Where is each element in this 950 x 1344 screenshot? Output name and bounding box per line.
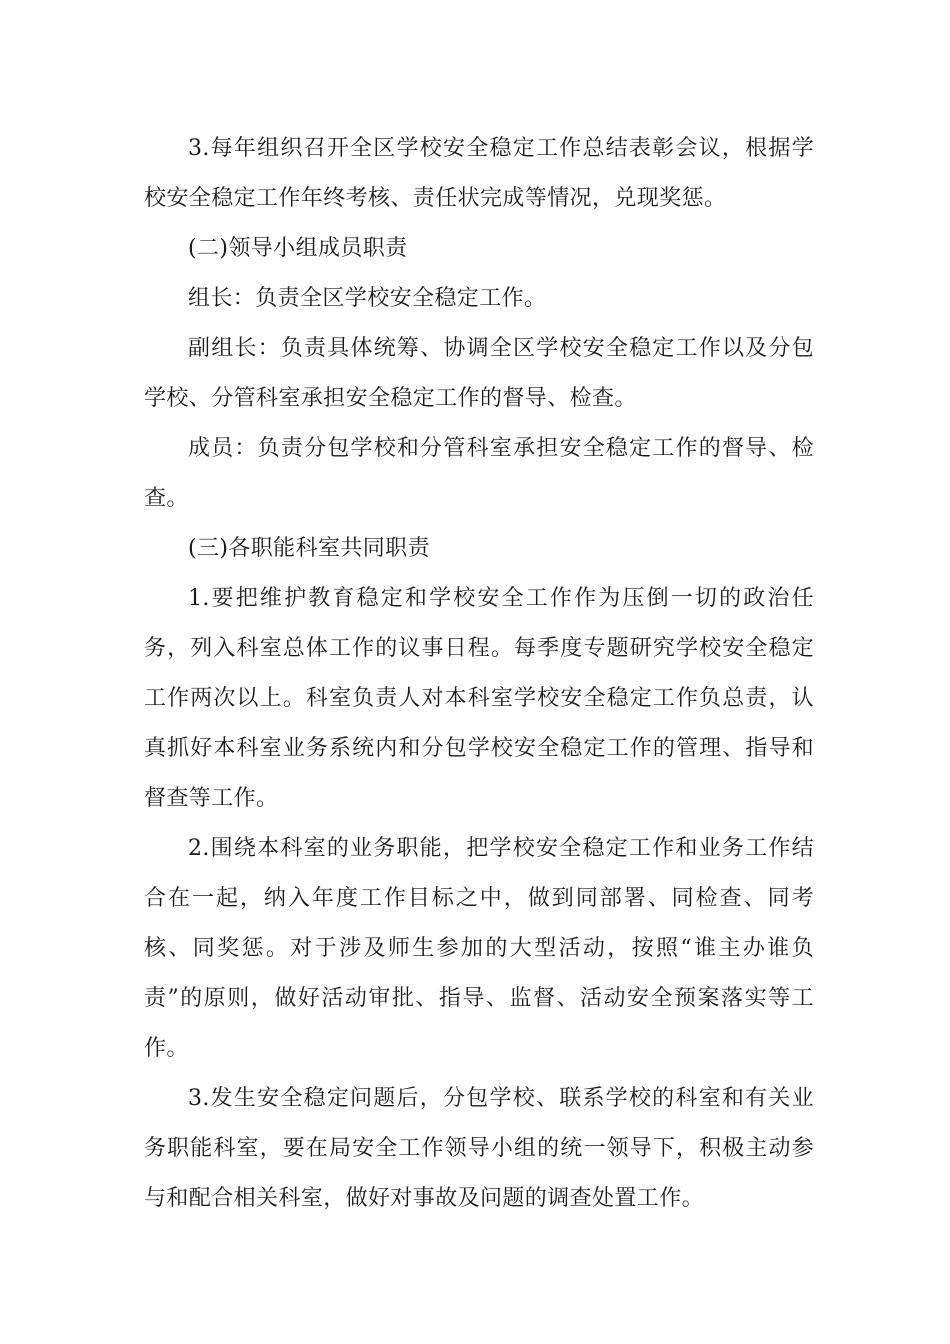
paragraph-item-3-incident-handling: 3.发生安全稳定问题后，分包学校、联系学校的科室和有关业务职能科室，要在局安全工作领导小组的统一领导下，积极主动参与和配合相关科室，做好对事故及问题的调查处置工作。 bbox=[144, 1086, 814, 1211]
paragraph-item-1-political-task: 1.要把维护教育稳定和学校安全工作作为压倒一切的政治任务，列入科室总体工作的议事日程。每季度专题研究学校安全稳定工作两次以上。科室负责人对本科室学校安全稳定工作负总责，认真抓好本科室业务系统内和分包学校安全稳定工作的管理、指导和督查等工作。 bbox=[144, 586, 814, 811]
paragraph-item-3-awards: 3.每年组织召开全区学校安全稳定工作总结表彰会议，根据学校安全稳定工作年终考核、责任状完成等情况，兑现奖惩。 bbox=[144, 136, 814, 211]
paragraph-item-2-business-functions: 2.围绕本科室的业务职能，把学校安全稳定工作和业务工作结合在一起，纳入年度工作目标之中，做到同部署、同检查、同考核、同奖惩。对于涉及师生参加的大型活动，按照“谁主办谁负责”的原则，做好活动审批、指导、监督、活动安全预案落实等工作。 bbox=[144, 836, 814, 1061]
section-heading-member-duties: (二)领导小组成员职责 bbox=[188, 236, 408, 261]
paragraph-team-leader: 组长：负责全区学校安全稳定工作。 bbox=[188, 286, 547, 311]
document-page bbox=[144, 124, 814, 1224]
paragraph-members: 成员：负责分包学校和分管科室承担安全稳定工作的督导、检查。 bbox=[144, 436, 814, 511]
paragraph-deputy-leader: 副组长：负责具体统筹、协调全区学校安全稳定工作以及分包学校、分管科室承担安全稳定工作的督导、检查。 bbox=[144, 336, 814, 411]
section-heading-common-duties: (三)各职能科室共同职责 bbox=[188, 536, 430, 561]
